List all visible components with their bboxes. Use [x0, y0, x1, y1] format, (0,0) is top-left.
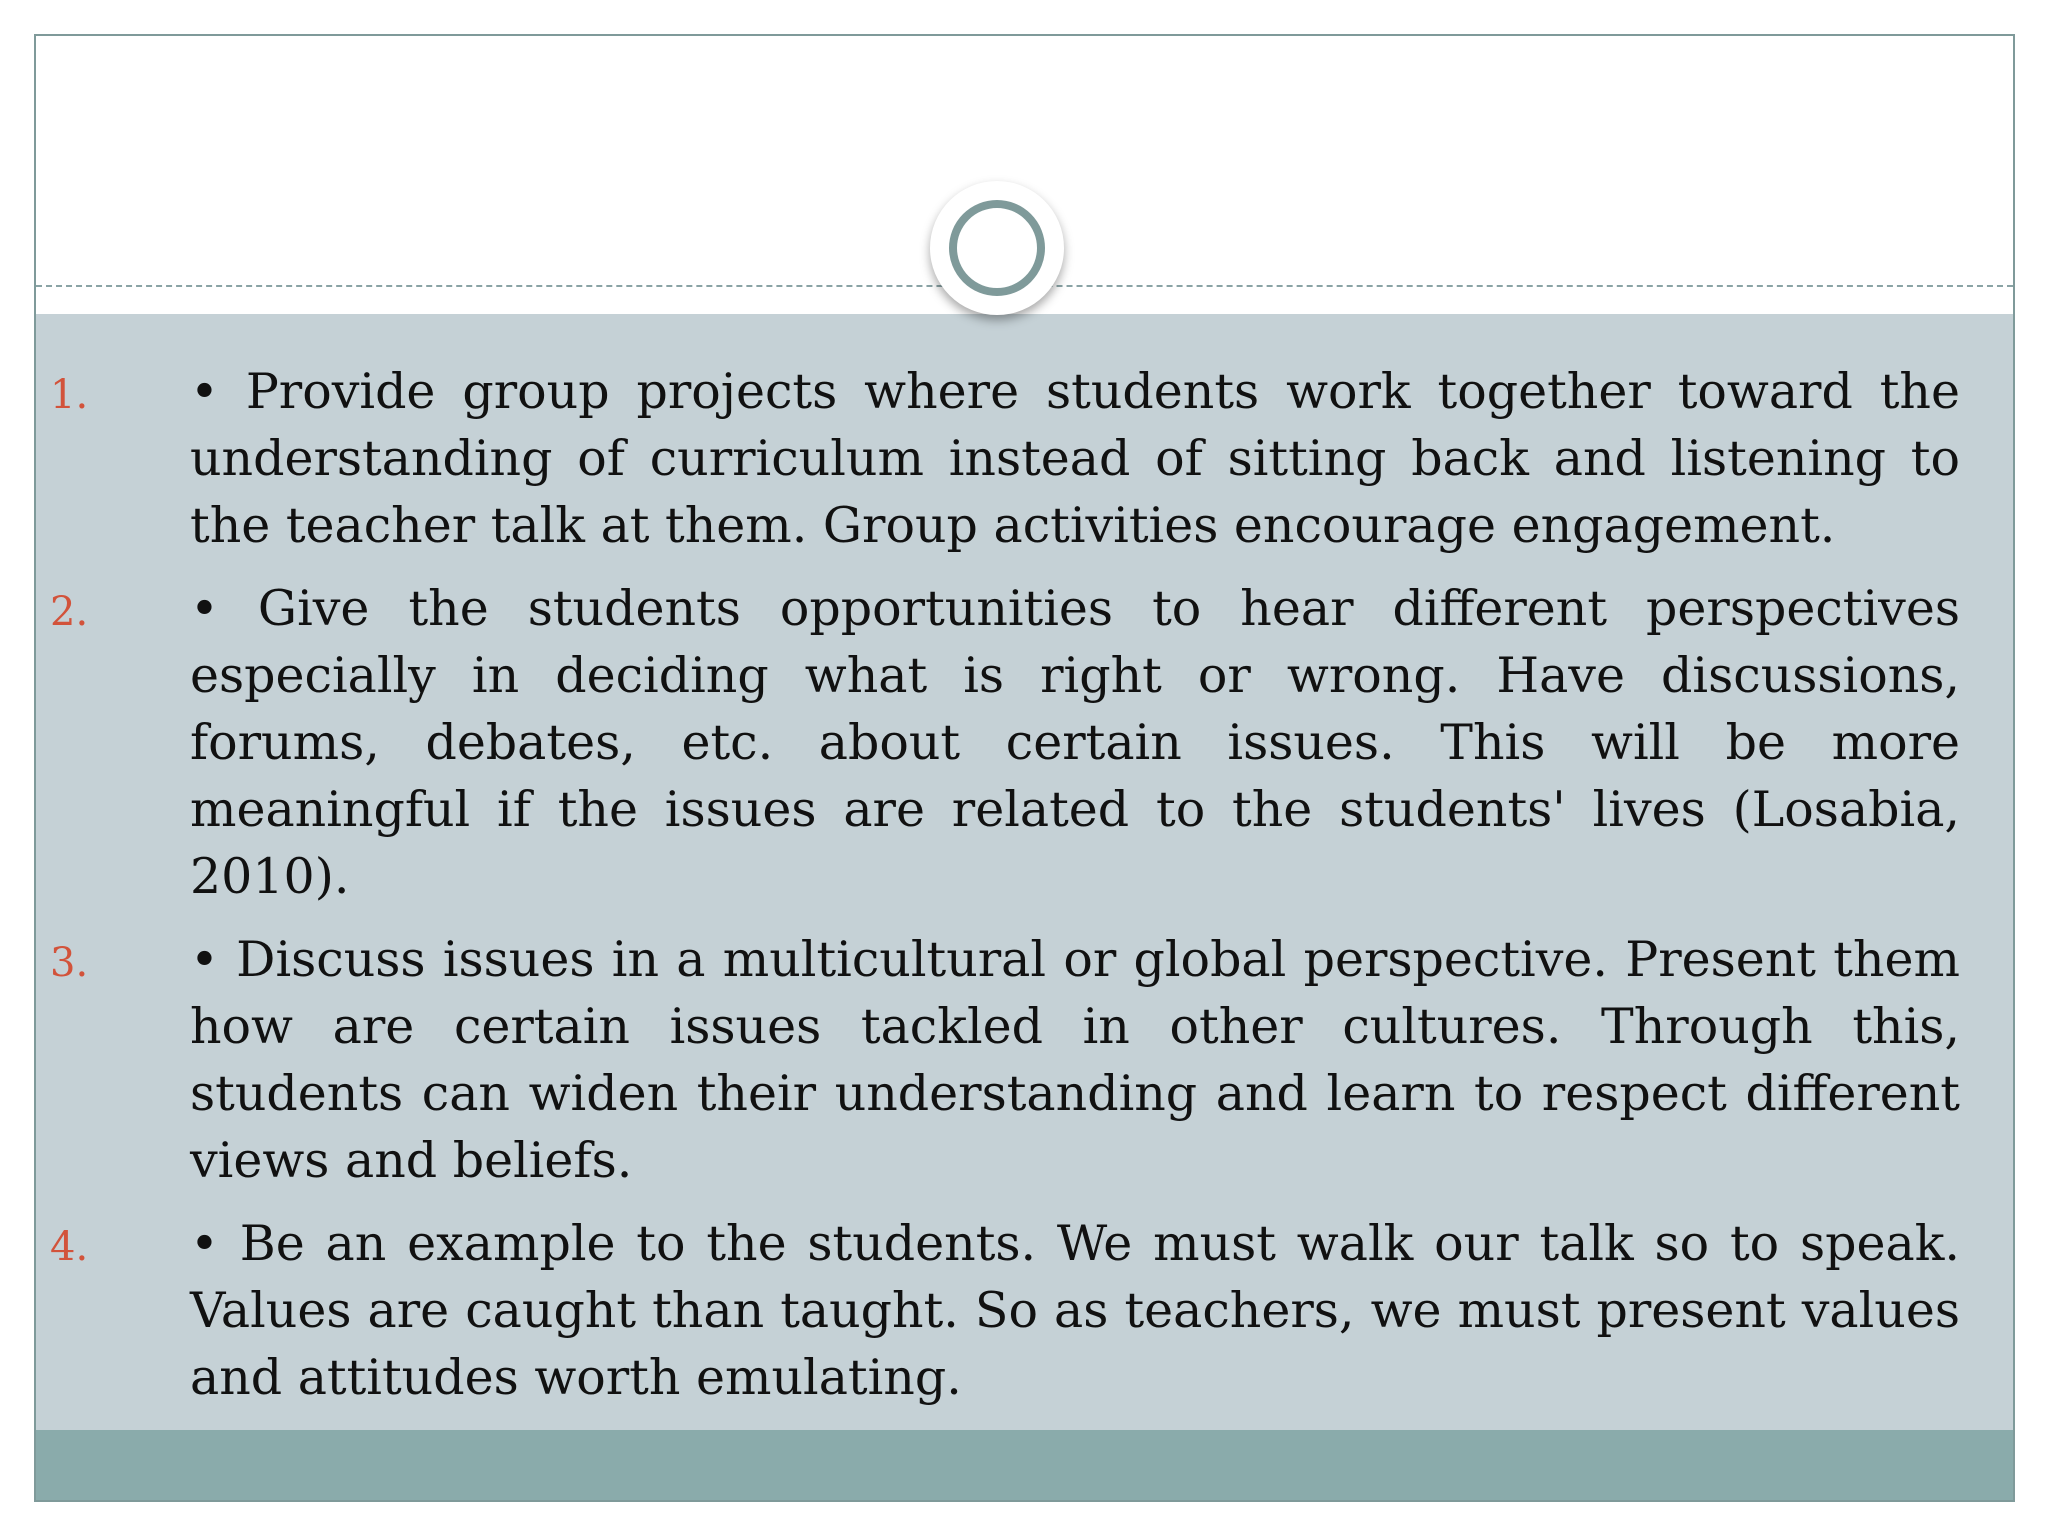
list-item [50, 926, 1960, 1194]
list-item-text: • Give the students opportunities to hear different perspectives especially in deciding what is right or wrong. Have discussions, forums, debates, etc. about certain issues. This will be more meaningful if the issues are related to the students' lives (Losabia, 2010). [190, 580, 1960, 905]
list-item-text: • Discuss issues in a multicultural or global perspective. Present them how are certain issues tackled in other cultures. Through this, students can widen their understanding and learn to respect different views and beliefs. [190, 931, 1960, 1189]
circle-ring-icon [930, 181, 1064, 315]
list-item [50, 1210, 1960, 1411]
slide-footer-bar [36, 1430, 2013, 1500]
list-item [50, 358, 1960, 559]
list-item-text: • Be an example to the students. We must walk our talk so to speak. Values are caught than taught. So as teachers, we must present values and attitudes worth emulating. [190, 1215, 1960, 1406]
bullet-list [50, 358, 1960, 1427]
list-item-text: • Provide group projects where students work together toward the understanding of curriculum instead of sitting back and listening to the teacher talk at them. Group activities encourage engagement. [190, 363, 1960, 554]
list-item-number: 2. [50, 589, 89, 635]
list-item-number: 1. [50, 372, 89, 418]
list-item-number: 4. [50, 1224, 89, 1270]
list-item [50, 575, 1960, 910]
list-item-number: 3. [50, 940, 89, 986]
